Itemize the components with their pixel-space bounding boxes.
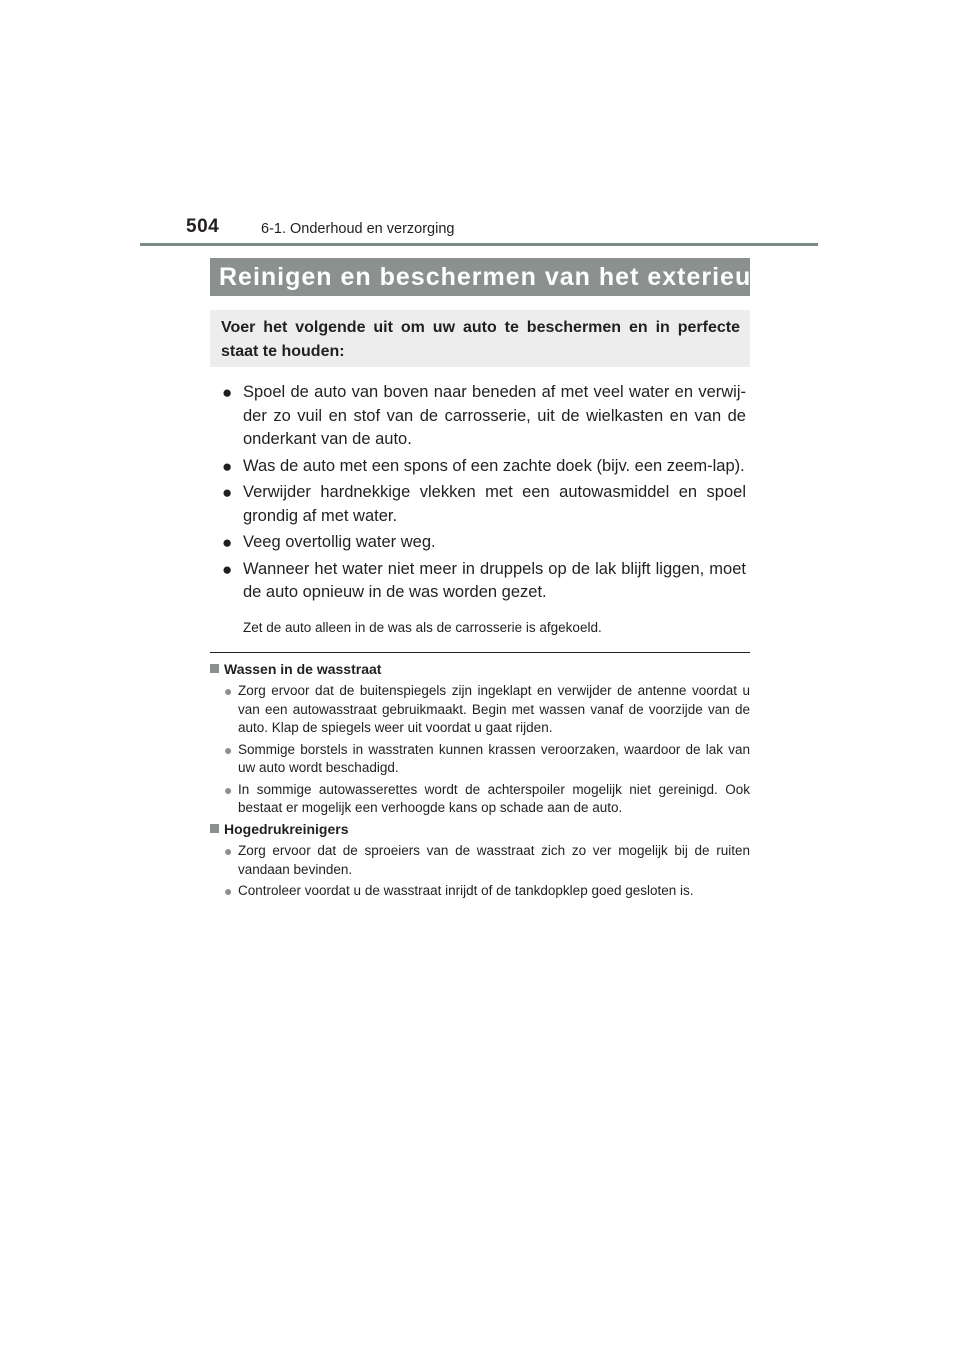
- step-text: Veeg overtollig water weg.: [243, 533, 436, 551]
- step-text: Wanneer het water niet meer in druppels op de lak blijft liggen, moet de auto opnieuw in de was worden gezet.: [243, 559, 746, 601]
- note-text: Zet de auto alleen in de was als de carrosserie is afgekoeld.: [243, 620, 602, 635]
- section-car-wash: [210, 660, 750, 818]
- bullet-icon: ●: [224, 741, 233, 758]
- section-heading: Hogedrukreinigers: [210, 820, 750, 839]
- bullet-icon: ●: [224, 843, 233, 859]
- bullet-icon: ●: [224, 683, 233, 699]
- section-label: 6-1. Onderhoud en verzorging: [261, 221, 455, 237]
- list-item: [222, 455, 746, 479]
- intro-box: Voer het volgende uit om uw auto te beschermen en in perfecte staat te houden:: [210, 310, 750, 367]
- list-item: [222, 558, 746, 605]
- list-item: ● Sommige borstels in wasstraten kunnen krassen veroorzaken, waardoor de lak van uw auto wordt beschadigd.: [224, 741, 750, 775]
- square-bullet-icon: [210, 824, 219, 833]
- bullet-icon: ●: [224, 883, 233, 899]
- step-text: Verwijder hardnekkige vlekken met een autowasmiddel en spoel grondig af met water.: [243, 483, 746, 525]
- bullet-icon: ●: [222, 456, 233, 476]
- list-item: ● Controleer voordat u de wasstraat inrijdt of de tankdopklep goed gesloten is.: [224, 883, 694, 899]
- header-rule: [140, 243, 818, 246]
- steps-list: [222, 381, 746, 605]
- list-item: [222, 381, 746, 452]
- list-item: ● In sommige autowasserettes wordt de achterspoiler mogelijk niet gereinigd. Ook bestaat er mogelijk een verhoogde kans op schade aan de auto.: [224, 781, 750, 815]
- page-header: [186, 216, 826, 246]
- step-text: Was de auto met een spons of een zachte doek (bijv. een zeem-lap).: [243, 456, 745, 475]
- list-item: [222, 531, 746, 555]
- bullet-icon: ●: [222, 533, 233, 552]
- page-number: 504: [186, 216, 220, 237]
- bullet-icon: ●: [224, 781, 233, 798]
- section-heading: Wassen in de wasstraat: [210, 660, 750, 679]
- bullet-icon: ●: [222, 483, 233, 502]
- bullet-icon: ●: [222, 559, 233, 579]
- square-bullet-icon: [210, 664, 219, 673]
- section-high-pressure: [210, 820, 750, 901]
- page-title: Reinigen en beschermen van het exterieur: [210, 258, 750, 296]
- section-divider: [210, 652, 750, 653]
- list-item: ● Zorg ervoor dat de buitenspiegels zijn ingeklapt en verwijder de antenne voordat u van een autowasstraat gebruikmaakt. Begin met wassen vanaf de voorzijde van de auto. Klap de spiegels weer uit voordat u gaat rijden.: [224, 683, 750, 735]
- list-item: [222, 481, 746, 528]
- list-item: ● Zorg ervoor dat de sproeiers van de wasstraat zich zo ver mogelijk bij de ruiten vandaan bevinden.: [224, 843, 750, 877]
- bullet-icon: ●: [222, 383, 233, 402]
- step-text: Spoel de auto van boven naar beneden af met veel water en verwij-der zo vuil en stof van de carrosserie, uit de wielkasten en van de onderkant van de auto.: [243, 383, 746, 448]
